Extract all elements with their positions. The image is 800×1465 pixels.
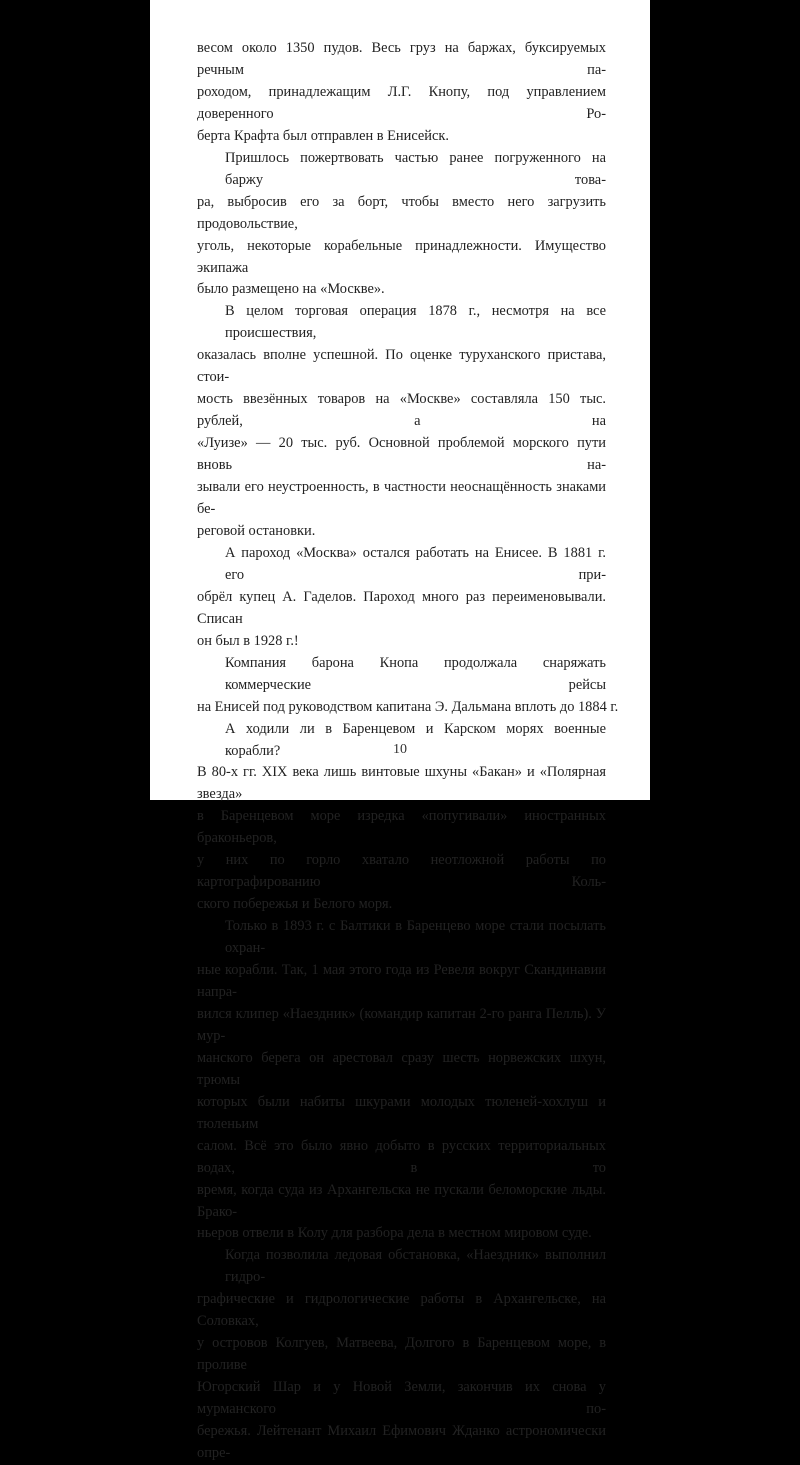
text-line: бережья. Лейтенант Михаил Ефимович Жданко астрономически опре- (197, 1423, 606, 1461)
paragraph (197, 543, 606, 653)
paragraph (197, 38, 606, 148)
text-line: В целом торговая операция 1878 г., несмотря на все происшествия, (225, 303, 606, 342)
page-number: 10 (393, 742, 407, 757)
text-line: В 80-х гг. XIX века лишь винтовые шхуны «Бакан» и «Полярная звезда» (197, 764, 606, 803)
paragraph (197, 1245, 606, 1465)
text-line: роходом, принадлежащим Л.Г. Кнопу, под управлением доверенного Ро- (197, 83, 606, 122)
text-line: ского побережья и Белого моря. (197, 896, 393, 913)
text-line: у них по горло хватало неотложной работы по картографированию Коль- (197, 852, 606, 891)
text-line: он был в 1928 г.! (197, 632, 299, 649)
text-line: ра, выбросив его за борт, чтобы вместо него загрузить продовольствие, (197, 193, 606, 232)
text-line: Компания барона Кнопа продолжала снаряжать коммерческие рейсы (225, 654, 606, 693)
paragraph (197, 148, 606, 302)
text-line: Югорский Шар и у Новой Земли, закончив их снова у мурманского по- (197, 1379, 606, 1418)
book-page (150, 0, 650, 1461)
text-line: А пароход «Москва» остался работать на Енисее. В 1881 г. его при- (225, 544, 606, 583)
text-line: время, когда суда из Архангельска не пускали беломорские льды. Брако- (197, 1181, 606, 1220)
text-line: Пришлось пожертвовать частью ранее погруженного на баржу това- (225, 149, 606, 188)
text-line: берта Крафта был отправлен в Енисейск. (197, 127, 449, 144)
text-line: весом около 1350 пудов. Весь груз на баржах, буксируемых речным па- (197, 40, 606, 78)
paragraph (197, 916, 606, 1245)
text-line: в Баренцевом море изредка «попугивали» иностранных браконьеров, (197, 808, 606, 847)
text-line: ные корабли. Так, 1 мая этого года из Ревеля вокруг Скандинавии напра- (197, 962, 606, 1000)
text-line: обрёл купец А. Гаделов. Пароход много раз переименовывали. Списан (197, 588, 606, 627)
paragraph (197, 301, 606, 542)
text-line: которых были набиты шкурами молодых тюленей-хохлуш и тюленьим (197, 1093, 606, 1132)
text-line: манского берега он арестовал сразу шесть норвежских шхун, трюмы (197, 1049, 606, 1088)
text-line: графические и гидрологические работы в Архангельске, на Соловках, (197, 1291, 606, 1330)
text-line: было размещено на «Москве». (197, 281, 385, 298)
text-line: «Луизе» — 20 тыс. руб. Основной проблемой морского пути вновь на- (197, 435, 606, 474)
text-line: Когда позволила ледовая обстановка, «Наездник» выполнил гидро- (225, 1247, 606, 1286)
text-line: мость ввезённых товаров на «Москве» составляла 150 тыс. рублей, а на (197, 391, 606, 430)
text-line: уголь, некоторые корабельные принадлежности. Имущество экипажа (197, 237, 606, 276)
text-line: салом. Всё это было явно добыто в русских территориальных водах, в то (197, 1137, 606, 1176)
text-line: Только в 1893 г. с Балтики в Баренцево море стали посылать охран- (225, 918, 606, 957)
paragraph (197, 653, 619, 719)
text-line: оказалась вполне успешной. По оценке туруханского пристава, стои- (197, 347, 606, 386)
text-line: на Енисей под руководством капитана Э. Дальмана вплоть до 1884 г. (197, 698, 619, 715)
text-line: зывали его неустроенность, в частности неоснащённость знаками бе- (197, 479, 606, 518)
text-line: у островов Колгуев, Матвеева, Долгого в Баренцевом море, в проливе (197, 1335, 606, 1374)
text-line: А ходили ли в Баренцевом и Карском морях военные корабли? (225, 720, 606, 759)
text-line: вился клипер «Наездник» (командир капитан 2-го ранга Пелль). У мур- (197, 1005, 606, 1044)
text-line: реговой остановки. (197, 522, 316, 539)
text-line: ньеров отвели в Колу для разбора дела в местном мировом суде. (197, 1225, 592, 1242)
